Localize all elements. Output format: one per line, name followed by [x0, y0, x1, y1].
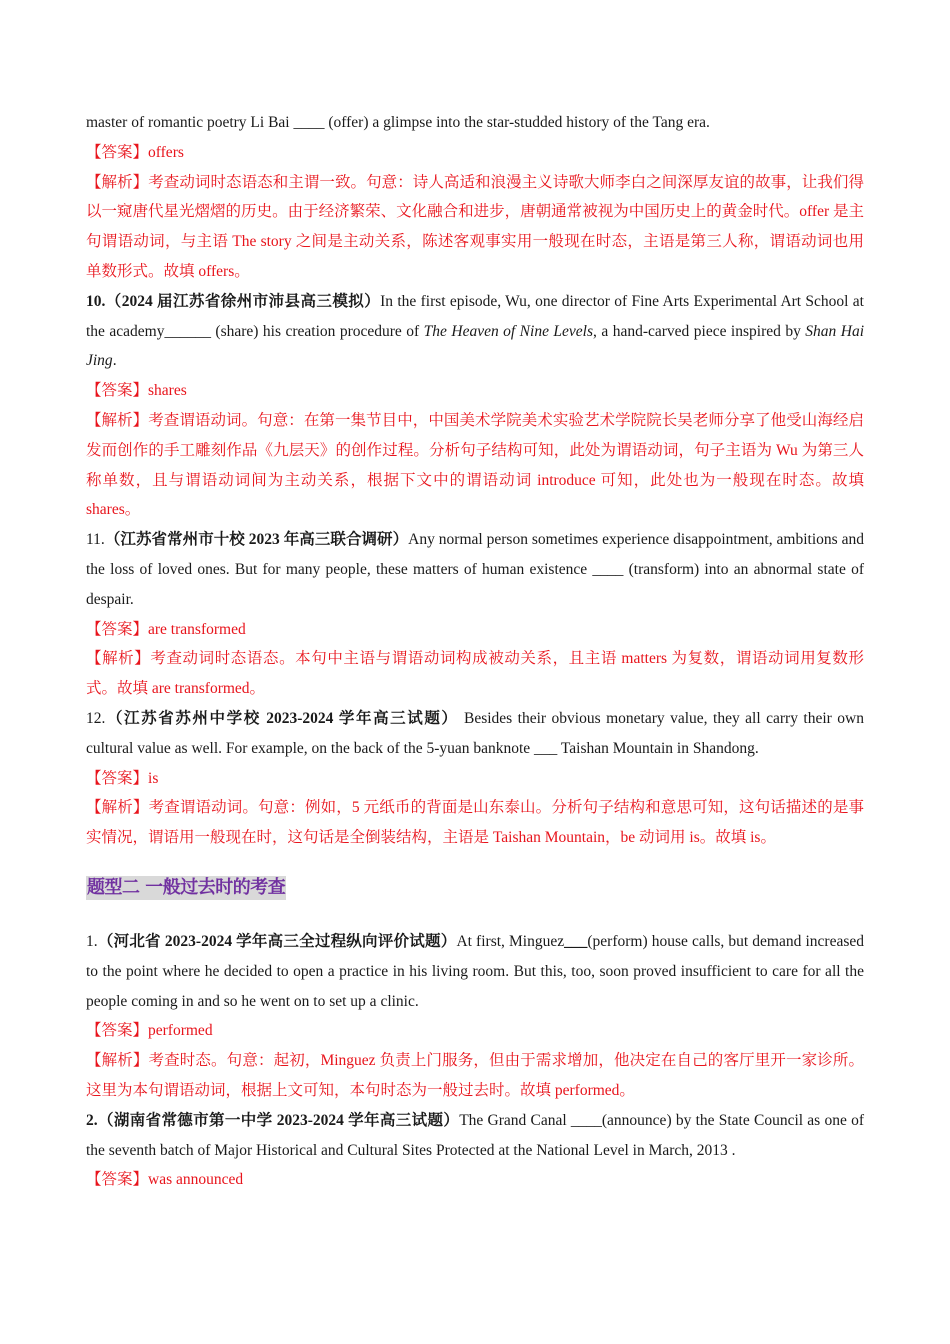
explanation-line [86, 168, 864, 287]
question-text [86, 927, 864, 1016]
question-body: Besides their obvious monetary value, they all carry their own cultural value as well. For example, on the back of the 5-yuan banknote ___ Taishan Mountain in Shandong. [86, 709, 864, 757]
explanation-text: 考查动词时态语态和主谓一致。句意：诗人高适和浪漫主义诗歌大师李白之间深厚友谊的故事，让我们得以一窥唐代星光熠熠的历史。由于经济繁荣、文化融合和进步，唐朝通常被视为中国历史上的黄金时代。offer 是主句谓语动词，与主语 The story 之间是主动关系，陈述客观事实用一般现在时态，主语是第三人称，谓语动词也用单数形式。故填 offers。 [86, 173, 864, 280]
explanation-line [86, 406, 864, 525]
question-number: 10. [86, 292, 106, 310]
answer-line [86, 376, 864, 406]
answer-line [86, 1165, 864, 1195]
question-text [86, 525, 864, 614]
question-item-12 [86, 704, 864, 853]
question-body-cont: (perform) house calls, but demand increased to the point where he decided to open a practice in his living room. But this, too, soon proved insufficient to care for all the people coming in and so he went on to set up a clinic. [86, 932, 864, 1010]
question-source: （河北省 2023-2024 学年高三全过程纵向评价试题） [97, 932, 457, 950]
explanation-label: 【解析】 [86, 650, 151, 668]
document-page [86, 108, 864, 1195]
answer-line [86, 1016, 864, 1046]
work-title: Shan Hai Jing [86, 322, 865, 370]
question-item-s2-2 [86, 1106, 864, 1195]
question-text [86, 704, 864, 764]
question-item-9-continued [86, 108, 864, 287]
explanation-label: 【解析】 [86, 799, 149, 817]
section-heading: 题型二 一般过去时的考查 [87, 876, 286, 898]
answer-value: was announced [148, 1171, 244, 1189]
question-text [86, 1106, 864, 1166]
answer-label: 【答案】 [86, 769, 149, 787]
question-item-11 [86, 525, 864, 704]
explanation-text: 考查动词时态语态。本句中主语与谓语动词构成被动关系，且主语 matters 为复数，谓语动词用复数形式。故填 are transformed。 [86, 650, 864, 698]
answer-label: 【答案】 [86, 1171, 149, 1189]
explanation-line [86, 644, 864, 704]
section-heading-wrapper [86, 871, 864, 905]
explanation-text: 考查时态。句意：起初，Minguez 负责上门服务，但由于需求增加，他决定在自己的客厅里开一家诊所。这里为本句谓语动词，根据上文可知，本句时态为一般过去时。故填 performed。 [86, 1052, 864, 1099]
answer-value: offers [148, 143, 184, 161]
question-text: master of romantic poetry Li Bai ____ (offer) a glimpse into the star-studded history of the Tang era. [86, 114, 710, 131]
work-title: The Heaven of Nine Levels [423, 322, 594, 340]
question-number: 12. [86, 709, 106, 727]
answer-value: shares [148, 382, 187, 400]
answer-line [86, 138, 864, 168]
question-source: （湖南省常德市第一中学 2023-2024 学年高三试题） [97, 1111, 460, 1129]
answer-label: 【答案】 [86, 382, 149, 400]
question-source: （2024 届江苏省徐州市沛县高三模拟） [105, 292, 381, 310]
question-body: In the first episode, Wu, one director of Fine Arts Experimental Art School at the academy______ (share) his creation procedure of [86, 292, 864, 340]
explanation-label: 【解析】 [86, 1052, 149, 1070]
explanation-label: 【解析】 [86, 411, 149, 429]
question-body: At first, Minguez [456, 932, 565, 950]
answer-value: is [148, 769, 159, 787]
question-text [86, 287, 864, 376]
question-source: （江苏省苏州中学校 2023-2024 学年高三试题） [105, 709, 459, 727]
answer-line [86, 615, 864, 645]
explanation-text: 考查谓语动词。句意：在第一集节目中，中国美术学院美术实验艺术学院院长吴老师分享了他受山海经启发而创作的手工雕刻作品《九层天》的创作过程。分析句子结构可知，此处为谓语动词，句子主语为 Wu 为第三人称单数，且与谓语动词间为主动关系，根据下文中的谓语动词 introduce 可知，此处也为一般现在时态。故填 shares。 [86, 411, 864, 519]
question-item-s2-1 [86, 927, 864, 1106]
answer-value: are transformed [148, 620, 246, 638]
question-item-10 [86, 287, 864, 525]
explanation-line [86, 1046, 864, 1106]
question-body: The Grand Canal ____(announce) by the State Council as one of the seventh batch of Major Historical and Cultural Sites Protected at the National Level in March, 2013 . [86, 1111, 864, 1159]
question-number: 1. [86, 932, 98, 950]
answer-value: performed [148, 1022, 213, 1040]
answer-line [86, 764, 864, 794]
question-body-end: . [112, 352, 117, 370]
question-number: 2. [86, 1111, 98, 1129]
explanation-text: 考查谓语动词。句意：例如，5 元纸币的背面是山东泰山。分析句子结构和意思可知，这句话描述的是事实情况，谓语用一般现在时，这句话是全倒装结构，主语是 Taishan Mountain，be 动词用 is。故填 is。 [86, 799, 864, 847]
answer-blank: ___ [564, 932, 588, 950]
explanation-line [86, 793, 864, 853]
answer-label: 【答案】 [86, 143, 149, 161]
question-body: Any normal person sometimes experience disappointment, ambitions and the loss of loved ones. But for many people, these matters of human existence ____ (transform) into an abnormal state of despair. [86, 531, 864, 608]
question-source: （江苏省常州市十校 2023 年高三联合调研） [104, 531, 409, 549]
answer-label: 【答案】 [86, 620, 149, 638]
answer-label: 【答案】 [86, 1022, 149, 1040]
explanation-label: 【解析】 [86, 173, 149, 191]
question-body-cont: , a hand-carved piece inspired by [593, 322, 806, 340]
question-number: 11. [86, 531, 105, 549]
